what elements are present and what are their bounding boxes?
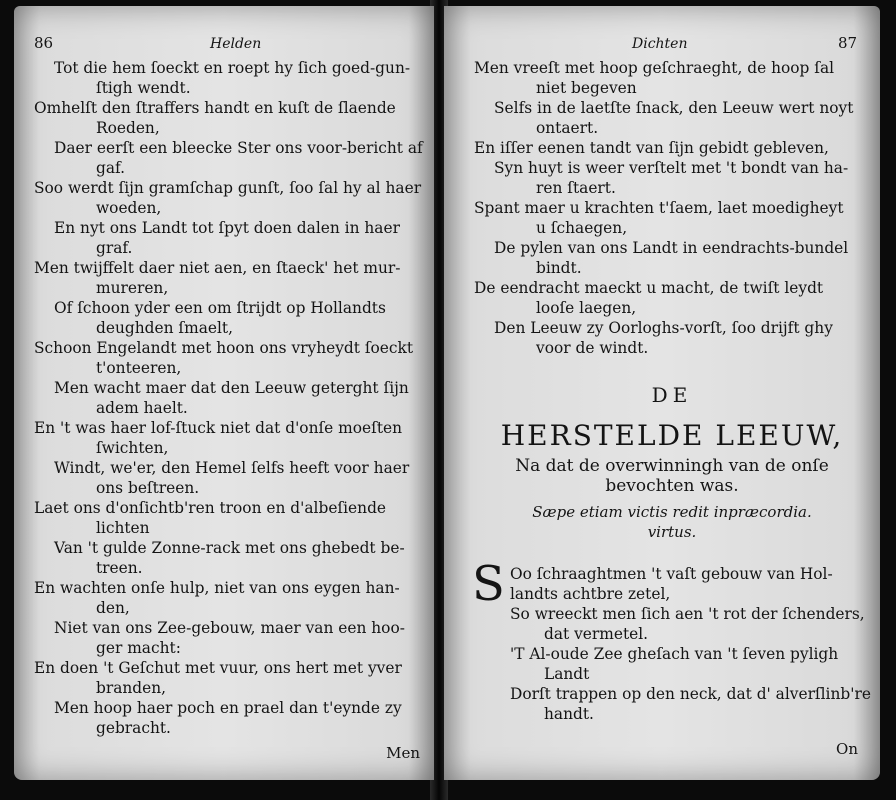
left-page — [14, 6, 434, 780]
text-line: En wachten onſe hulp, niet van ons eygen han- — [34, 579, 400, 597]
text-line: deughden ſmaelt, — [96, 319, 233, 337]
text-line: den, — [96, 599, 130, 617]
text-line: ontaert. — [536, 119, 599, 137]
text-line: t'onteeren, — [96, 359, 182, 377]
text-line: Schoon Engelandt met hoon ons vryheydt ſoeckt — [34, 339, 414, 357]
text-line: woeden, — [96, 199, 162, 217]
right-running-title: Dichten — [632, 36, 688, 52]
text-line: Men hoop haer poch en prael dan t'eynde zy — [54, 699, 402, 717]
text-line: adem haelt. — [96, 399, 188, 417]
right-catchword: On — [836, 740, 858, 758]
poem-line: Oo ſchraaghtmen 't vaſt gebouw van Hol- — [510, 565, 833, 583]
text-line: voor de windt. — [536, 339, 649, 357]
poem-line: handt. — [544, 705, 594, 723]
text-line: Windt, we'er, den Hemel ſelfs heeft voor haer — [54, 459, 410, 477]
left-catchword: Men — [386, 744, 420, 762]
text-line: Syn huyt is weer verſtelt met 't bondt van ha- — [494, 159, 849, 177]
text-line: Omhelſt den ſtraffers handt en kuſt de ſlaende — [34, 99, 396, 117]
text-line: En doen 't Geſchut met vuur, ons hert met yver — [34, 659, 402, 677]
text-line: Roeden, — [96, 119, 160, 137]
poem-lines — [474, 564, 870, 724]
text-line: Spant maer u krachten t'ſaem, laet moedigheyt — [474, 199, 844, 217]
text-line: Daer eerſt een bleecke Ster ons voor-bericht af — [54, 139, 423, 157]
left-page-text — [34, 58, 428, 738]
latin-motto-line-2: virtus. — [647, 523, 697, 541]
text-line: Selfs in de laetſte ſnack, den Leeuw wert noyt — [494, 99, 854, 117]
text-line: Den Leeuw zy Oorloghs-vorſt, ſoo drijft ghy — [494, 319, 833, 337]
text-line: En iſſer eenen tandt van ſijn gebidt gebleven, — [474, 139, 829, 157]
left-running-title: Helden — [210, 36, 262, 52]
section-heading-de: DE — [651, 383, 693, 407]
text-line: En 't was haer lof-ſtuck niet dat d'onſe moeſten — [34, 419, 403, 437]
right-page — [444, 6, 880, 780]
text-line: ſwichten, — [96, 439, 169, 457]
text-line: bindt. — [536, 259, 582, 277]
text-line: De pylen van ons Landt in eendrachts-bundel — [494, 239, 849, 257]
text-line: treen. — [96, 559, 143, 577]
text-line: mureren, — [96, 279, 169, 297]
right-verse-block — [474, 58, 870, 358]
poem-line: dat vermetel. — [544, 625, 649, 643]
subtitle-line-1: Na dat de overwinningh van de onſe — [515, 456, 829, 476]
text-line: Niet van ons Zee-gebouw, maer van een hoo- — [54, 619, 405, 637]
text-line: Men vreeſt met hoop geſchraeght, de hoop ſal — [474, 59, 835, 77]
right-page-text — [474, 58, 870, 724]
text-line: gaf. — [96, 159, 126, 177]
text-line: lichten — [96, 519, 150, 537]
text-line: branden, — [96, 679, 167, 697]
text-line: graf. — [96, 239, 133, 257]
subtitle-line-2: bevochten was. — [605, 476, 739, 496]
text-line: Soo werdt ſijn gramſchap gunſt, ſoo ſal hy al haer — [34, 179, 422, 197]
text-line: Van 't gulde Zonne-rack met ons ghebedt be- — [54, 539, 405, 557]
text-line: niet begeven — [536, 79, 637, 97]
section-title: HERSTELDE LEEUW, — [500, 419, 844, 452]
right-page-number: 87 — [838, 34, 858, 52]
poem-opening — [472, 556, 871, 724]
text-line: De eendracht maeckt u macht, de twiſt leydt — [474, 279, 824, 297]
text-line: Of ſchoon yder een om ſtrijdt op Hollandts — [54, 299, 386, 317]
text-line: Men wacht maer dat den Leeuw geterght ſijn — [54, 379, 409, 397]
text-line: ren ſtaert. — [536, 179, 616, 197]
poem-line: So wreeckt men ſich aen 't rot der ſchenders, — [510, 605, 865, 623]
text-line: ons beſtreen. — [96, 479, 200, 497]
text-line: u ſchaegen, — [536, 219, 628, 237]
text-line: Men twijffelt daer niet aen, en ſtaeck' het mur- — [34, 259, 401, 277]
text-line: gebracht. — [96, 719, 171, 737]
text-line: looſe laegen, — [536, 299, 637, 317]
poem-line: Landt — [544, 665, 590, 683]
text-line: Laet ons d'onſichtb'ren troon en d'albeſiende — [34, 499, 387, 517]
text-line: En nyt ons Landt tot ſpyt doen dalen in haer — [54, 219, 400, 237]
text-line: ger macht: — [96, 639, 181, 657]
text-line: Tot die hem ſoeckt en roept hy ſich goed-gun- — [54, 59, 411, 77]
poem-line: landts achtbre zetel, — [510, 585, 671, 603]
text-line: ſtigh wendt. — [96, 79, 191, 97]
poem-line: Dorſt trappen op den neck, dat d' alverſlinb're — [510, 685, 871, 703]
latin-motto-line-1: Sæpe etiam victis redit inpræcordia. — [532, 503, 812, 521]
drop-cap-letter: S — [472, 556, 505, 612]
left-page-number: 86 — [34, 34, 54, 52]
poem-line: 'T Al-oude Zee gheſach van 't ſeven pyligh — [510, 645, 839, 663]
